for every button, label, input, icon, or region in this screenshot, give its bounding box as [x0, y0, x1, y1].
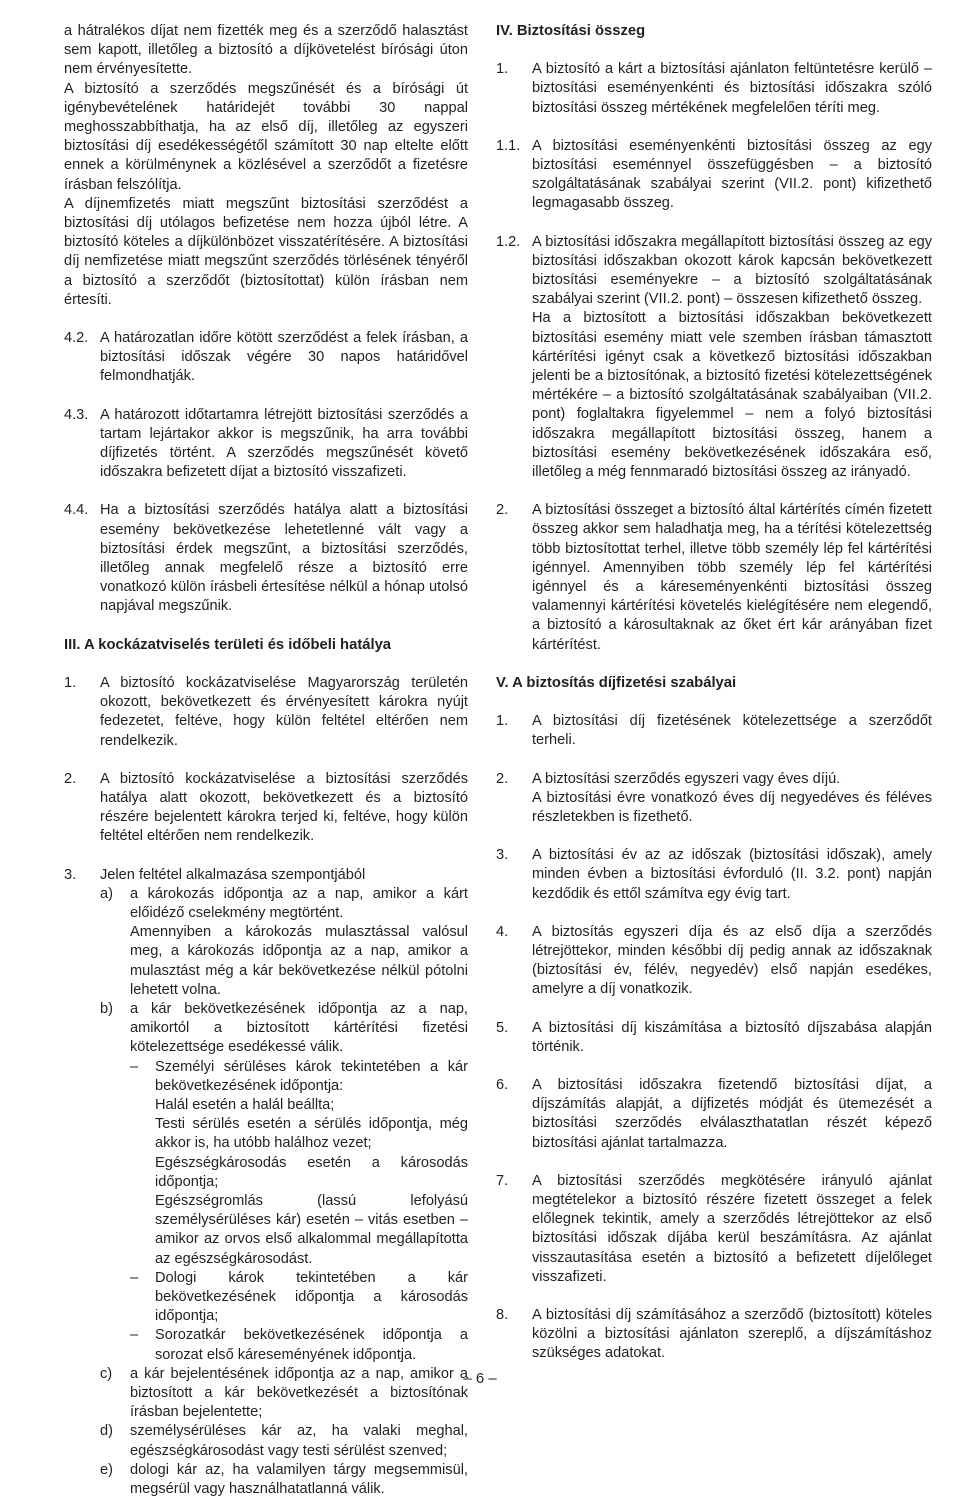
sub-text: a károkozás időpontja az a nap, amikor a kárt előidéző cselekmény megtörtént. [130, 885, 468, 921]
sub-item-e [100, 1461, 468, 1499]
item-text: A biztosítási szerződés megkötésére irányuló ajánlat megtételekor a biztosító részére fizetett összeget a felek előlegnek tekintik, amely a szerződés létrejöttekor az első biztosítási időszak díjába kerül beszámításra. Az ajánlat visszautasítása esetén a biztosító a befizetett díjelőleget visszafizeti. [532, 1172, 932, 1285]
item-text: A biztosító a kárt a biztosítási ajánlaton feltüntetésre kerülő – biztosítási eseményenkénti és biztosítási időszakra szóló biztosítási összeg mértékének megfelelően téríti meg. [532, 61, 932, 116]
item-text: A biztosítási szerződés egyszeri vagy éves díjú. [532, 770, 841, 787]
sub-text: személysérüléses kár az, ha valaki meghal, egészségkárosodást vagy testi sérülést szenved; [130, 1423, 468, 1459]
item-text: A határozatlan időre kötött szerződést a felek írásban, a biztosítási időszak végére 30 napos határidővel felmondhatják. [100, 330, 468, 385]
list-item-3 [496, 846, 932, 904]
item-number: 6. [496, 1076, 509, 1093]
sub-item-d [100, 1422, 468, 1460]
dash-text: Halál esetén a halál beállta; [155, 1096, 335, 1113]
list-item-4-3 [64, 406, 468, 483]
left-column [64, 22, 468, 1499]
list-item-2 [496, 770, 932, 828]
item-text: Ha a biztosítási szerződés hatálya alatt a biztosítási esemény bekövetkezése lehetetlenné vált vagy a biztosítási érdek megszűnt, a biztosítási szerződés, illetőleg annak megfelelő része a biztosító erre vonatkozó külön írásbeli értesítése nélkül a hónap utolsó napjával megszűnik. [100, 502, 468, 615]
item-number: 2. [64, 770, 77, 787]
item-number: 5. [496, 1019, 509, 1036]
paragraph: A biztosító a szerződés megszűnését és a bírósági út igénybevételének határidejét további 30 nappal meghosszabbíthatja, ha az első díj, illetőleg az egyszeri biztosítási díj esedékességétől számított 30 nap eltelte előtt ennek a körülménynek a közlésével a szerződőt a fizetésre írásban felszólítja. [64, 80, 468, 193]
paragraph: A díjnemfizetés miatt megszűnt biztosítási szerződést a biztosítási díj utólagos befizetése nem hozza újból létre. A biztosító köteles a díjkülönbözet visszatérítésére. A biztosítási díj nemfizetése miatt megszűnt szerződés törlésének tényéről a biztosító a szerződőt (biztosítottat) külön írásban nem értesíti. [64, 195, 468, 308]
item-text: A biztosítási összeget a biztosító által kártérítés címén fizetett összeg akkor sem haladhatja meg, ha a térítési kötelezettség több biztosítottat terhel, illetve több személy lép fel kártérítési igénnyel. Amennyiben több személy lép fel kártérítési igénnyel és a káreseményenkénti biztosítási összeg valamennyi kártérítési követelés kielégítésére nem elegendő, a biztosító a károsultaknak az őket ért kár arányában fizet kártérítést. [532, 502, 932, 653]
list-item-1 [496, 712, 932, 750]
dash-item [130, 1058, 468, 1269]
item-text: A biztosítási eseményenkénti biztosítási összeg az egy biztosítási eseménnyel összefüggésben – a biztosító szolgáltatásának szabályai szerint (VII.2. pont) kifizethető legmagasabb összeg. [532, 137, 932, 212]
dash-mark: – [130, 1058, 139, 1075]
sub-text: a kár bekövetkezésének időpontja az a nap, amikortól a biztosított kártérítési fizetési kötelezettsége esedékessé válik. [130, 1000, 468, 1056]
item-body [100, 866, 468, 1499]
list-item-1-1 [496, 137, 932, 214]
item-text: A biztosító kockázatviselése Magyarország területén okozott, bekövetkezett és érvényesített károkra nyújt fedezetet, feltéve, hogy külön feltétel eltérően nem rendelkezik. [100, 674, 468, 749]
right-column [496, 22, 932, 1364]
list-item-2 [64, 770, 468, 847]
item-number: 1. [496, 61, 509, 78]
dash-text: Dologi károk tekintetében a kár bekövetkezésének időpontja a károsodás időpontja; [155, 1269, 468, 1325]
item-number: 1. [496, 713, 509, 730]
sub-letter: b) [100, 1000, 113, 1017]
item-number: 3. [64, 866, 77, 883]
paragraph: a hátralékos díjat nem fizették meg és a szerződő halasztást sem kapott, illetőleg a biztosító a díjkövetelést bírósági úton nem érvényesítette. [64, 23, 468, 78]
sub-text: Amennyiben a károkozás mulasztással valósul meg, a károkozás időpontja az a nap, amikor a mulasztást még a kár bekövetkezése nélkül pótolni lehetett volna. [130, 924, 468, 998]
list-item-1 [64, 674, 468, 751]
dash-text: Személyi sérüléses károk tekintetében a kár bekövetkezésének időpontja: [155, 1058, 468, 1094]
sub-item-b [100, 1000, 468, 1365]
item-text: Ha a biztosított a biztosítási időszakban bekövetkezett biztosítási esemény miatt vele szemben írásban támasztott kártérítési igényt csak a következő biztosítási időszakban jelenti be a biztosítónak, a biztosító fizetési kötelezettségének mértékére – a biztosító szolgáltatásának szabályaiban (VII.2. pont) foglaltakra figyelemmel – nem a folyó biztosítási időszakra megállapított biztosítási összeg, hanem a biztosítási esemény bekövetkezésének időszakára eső, illetőleg a még fennmaradó biztosítási összeg az irányadó. [532, 310, 932, 481]
item-number: 4. [496, 923, 509, 940]
section-heading-iv: IV. Biztosítási összeg [496, 23, 646, 39]
item-text: Jelen feltétel alkalmazása szempontjából [100, 866, 366, 883]
list-item-1-2 [496, 233, 932, 483]
section-heading-v: V. A biztosítás díjfizetési szabályai [496, 674, 737, 691]
sub-text: a kár bejelentésének időpontja az a nap, amikor a biztosított a kár bekövetkezését a biztosítónak írásban bejelentette; [130, 1365, 468, 1421]
sub-letter: a) [100, 885, 113, 902]
list-item-6 [496, 1076, 932, 1153]
item-text: A biztosítási időszakra fizetendő biztosítási díjat, a díjszámítás alapját, a díjfizetés módját és ütemezését a biztosítási szerződés elválaszthatatlan részét képező biztosítási ajánlat tartalmazza. [532, 1076, 932, 1151]
dash-text: Testi sérülés esetén a sérülés időpontja, még akkor is, ha utóbb halálhoz vezet; [155, 1116, 468, 1152]
item-number: 4.3. [64, 406, 89, 423]
list-item-4-4 [64, 501, 468, 616]
item-text: A biztosítási időszakra megállapított biztosítási összeg az egy biztosítási időszakban okozott károk kapcsán bekövetkezett biztosítási eseményekre – a biztosító szolgáltatásának szabályai szerint (VII.2. pont) – összesen kifizethető összeg. [532, 233, 932, 308]
item-number: 1. [64, 674, 77, 691]
list-item-1 [496, 60, 932, 118]
list-item-8 [496, 1306, 932, 1364]
item-number: 7. [496, 1172, 509, 1189]
item-number: 3. [496, 847, 509, 864]
dash-text: Egészségromlás (lassú lefolyású személysérüléses kár) esetén – vitás esetben – amikor az orvos első alkalommal megállapította az egészségkárosodást. [155, 1192, 468, 1267]
item-text: A biztosítási év az az időszak (biztosítási időszak), amely minden évben a biztosítási évforduló (II. 3.2. pont) napján kezdődik és ettől számítva egy évig tart. [532, 847, 932, 902]
item-text: A biztosítási díj számításához a szerződő (biztosított) köteles közölni a biztosítási ajánlaton szereplő, a díjszámításhoz szükséges adatokat. [532, 1306, 932, 1362]
section-heading-iii: III. A kockázatviselés területi és időbeli hatálya [64, 636, 392, 653]
item-number: 1.1. [496, 137, 521, 154]
item-text: A biztosítási díj kiszámítása a biztosító díjszabása alapján történik. [532, 1019, 932, 1055]
item-number: 8. [496, 1306, 509, 1323]
list-item-4 [496, 923, 932, 1000]
dash-mark: – [130, 1327, 139, 1344]
list-item-7 [496, 1172, 932, 1287]
item-text: A biztosítási évre vonatkozó éves díj negyedéves és féléves részletekben is fizethető. [532, 789, 932, 825]
list-item-4-2 [64, 329, 468, 387]
dash-item [130, 1269, 468, 1327]
sub-text: dologi kár az, ha valamilyen tárgy megsemmisül, megsérül vagy használhatatlanná válik. [130, 1461, 468, 1498]
sub-letter: e) [100, 1461, 113, 1478]
item-text: A biztosító kockázatviselése a biztosítási szerződés hatálya alatt okozott, bekövetkezett és a biztosító részére bejelentett károkra terjed ki, feltéve, hogy külön feltétel eltérően nem rendelkezik. [100, 770, 468, 845]
item-number: 4.4. [64, 502, 89, 519]
dash-text: Sorozatkár bekövetkezésének időpontja a sorozat első káreseményének időpontja. [155, 1327, 468, 1363]
list-item-2 [496, 501, 932, 655]
dash-mark: – [130, 1269, 139, 1286]
item-number: 2. [496, 770, 509, 787]
sub-letter: c) [100, 1365, 113, 1382]
item-text: A biztosítás egyszeri díja és az első díja a szerződés létrejöttekor, minden későbbi díj pedig annak az időszaknak (biztosítási év, félév, negyedév) első napján esedékes, amelyre a díj vonatkozik. [532, 923, 932, 998]
sub-item-a [100, 885, 468, 1000]
list-item-5 [496, 1019, 932, 1057]
dash-item [130, 1326, 468, 1364]
item-text: A biztosítási díj fizetésének kötelezettsége a szerződőt terheli. [532, 713, 932, 749]
list-item-3 [64, 866, 468, 1499]
item-text: A határozott időtartamra létrejött biztosítási szerződés a tartam lejártakor akkor is megszűnik, ha arra további díjfizetés történt. A szerződés megszűnését követő időszakra befizetett díjat a biztosító visszafizeti. [100, 406, 468, 481]
sub-letter: d) [100, 1423, 113, 1440]
item-number: 4.2. [64, 330, 89, 347]
dash-text: Egészségkárosodás esetén a károsodás időpontja; [155, 1154, 468, 1190]
page-number: – 6 – [463, 1370, 497, 1387]
item-number: 2. [496, 502, 509, 519]
item-number: 1.2. [496, 233, 521, 250]
